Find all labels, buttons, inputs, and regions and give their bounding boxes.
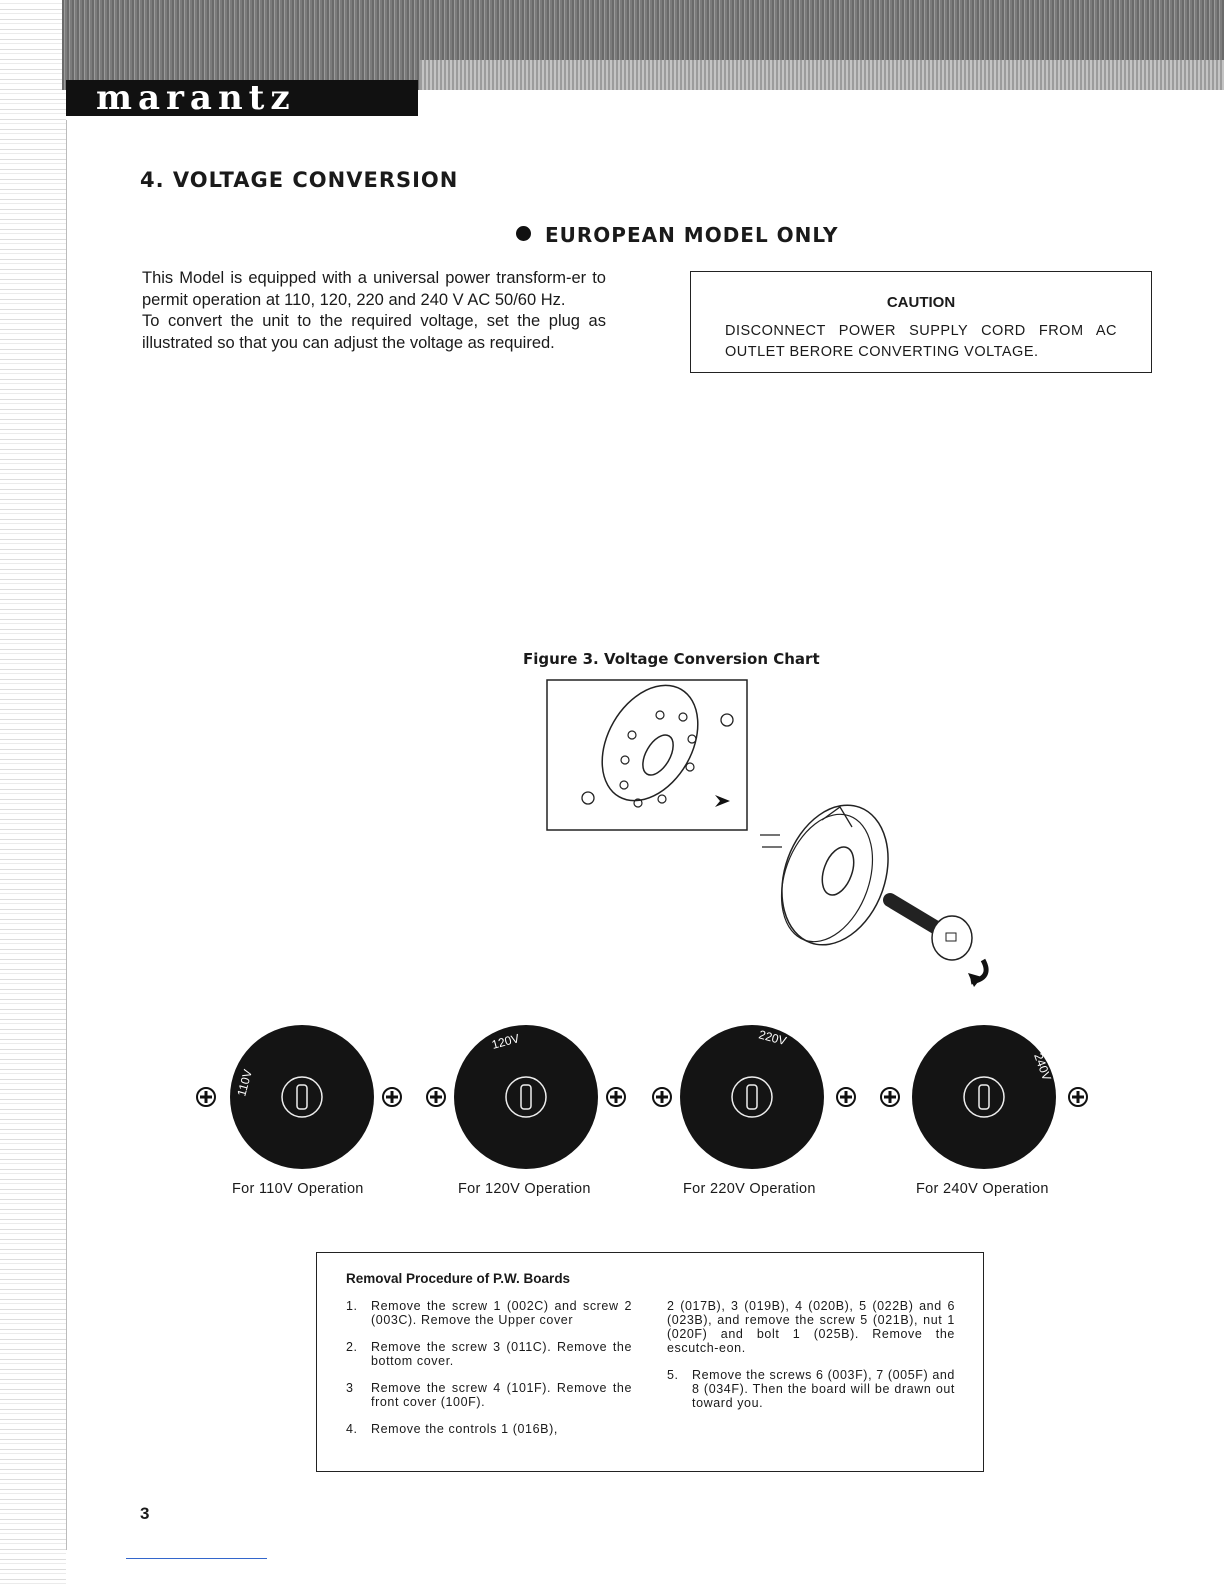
voltage-selector-illustration — [540, 675, 1010, 995]
caution-box — [690, 271, 1152, 373]
removal-step — [346, 1340, 632, 1368]
scan-margin — [0, 0, 66, 1584]
dial-label-240v: For 240V Operation — [916, 1181, 1049, 1197]
bullet-icon — [516, 226, 531, 241]
step-text: Remove the screws 6 (003F), 7 (005F) and 8 (034F). Then the board will be drawn out toward you. — [692, 1368, 955, 1410]
step-text: Remove the screw 3 (011C). Remove the bottom cover. — [371, 1340, 632, 1368]
removal-title: Removal Procedure of P.W. Boards — [346, 1271, 571, 1286]
subtitle-text: EUROPEAN MODEL ONLY — [545, 223, 839, 247]
header-band-light — [420, 60, 1224, 90]
step-text: Remove the screw 1 (002C) and screw 2 (003C). Remove the Upper cover — [371, 1299, 632, 1327]
dial-110v — [197, 1025, 401, 1169]
dial-220v — [653, 1025, 855, 1169]
removal-step — [346, 1422, 632, 1436]
margin-rule — [66, 120, 67, 1550]
dial-120v — [427, 1025, 625, 1169]
voltage-dial-row — [190, 1015, 1100, 1175]
step-number: 2. — [346, 1340, 358, 1354]
removal-step-continued: 2 (017B), 3 (019B), 4 (020B), 5 (022B) and 6 (023B), and remove the screw 5 (021B), nut 1 (020F) and bolt 1 (025B). Remove the escutch-eon. — [667, 1299, 955, 1355]
section-title: 4. VOLTAGE CONVERSION — [140, 168, 459, 192]
brand-logo — [66, 80, 418, 116]
step-number: 1. — [346, 1299, 358, 1313]
removal-column-left — [346, 1299, 632, 1449]
removal-column-right — [667, 1299, 955, 1423]
step-text: Remove the controls 1 (016B), — [371, 1422, 558, 1436]
dial-240v — [881, 1025, 1087, 1169]
step-number: 3 — [346, 1381, 354, 1395]
intro-text — [142, 268, 606, 354]
svg-text:240V: 240V — [1031, 1051, 1054, 1083]
removal-procedure-box — [316, 1252, 984, 1472]
dial-label-220v: For 220V Operation — [683, 1181, 816, 1197]
intro-paragraph-1: This Model is equipped with a universal power transform-er to permit operation at 110, 120, 220 and 240 V AC 50/60 Hz. — [142, 269, 606, 309]
caution-text: DISCONNECT POWER SUPPLY CORD FROM AC OUTLET BERORE CONVERTING VOLTAGE. — [725, 323, 1117, 360]
footer-rule — [126, 1558, 267, 1559]
intro-paragraph-2: To convert the unit to the required voltage, set the plug as illustrated so that you can adjust the voltage as required. — [142, 312, 606, 352]
section-subtitle — [516, 223, 839, 247]
figure-caption: Figure 3. Voltage Conversion Chart — [523, 650, 820, 668]
removal-step — [346, 1299, 632, 1327]
brand-text: marantz — [96, 78, 296, 118]
dial-label-120v: For 120V Operation — [458, 1181, 591, 1197]
caution-title: CAUTION — [886, 294, 956, 311]
removal-step — [346, 1381, 632, 1409]
step-text: Remove the screw 4 (101F). Remove the front cover (100F). — [371, 1381, 632, 1409]
svg-text:220V: 220V — [757, 1027, 788, 1049]
step-number: 5. — [667, 1368, 679, 1382]
rear-panel-inset — [547, 675, 747, 830]
page-number: 3 — [140, 1504, 150, 1523]
step-number: 4. — [346, 1422, 358, 1436]
dial-label-110v: For 110V Operation — [232, 1181, 364, 1197]
removal-step — [667, 1368, 955, 1410]
svg-text:110V: 110V — [234, 1067, 255, 1098]
selector-plug-exploded — [760, 790, 986, 987]
svg-text:120V: 120V — [490, 1031, 521, 1052]
